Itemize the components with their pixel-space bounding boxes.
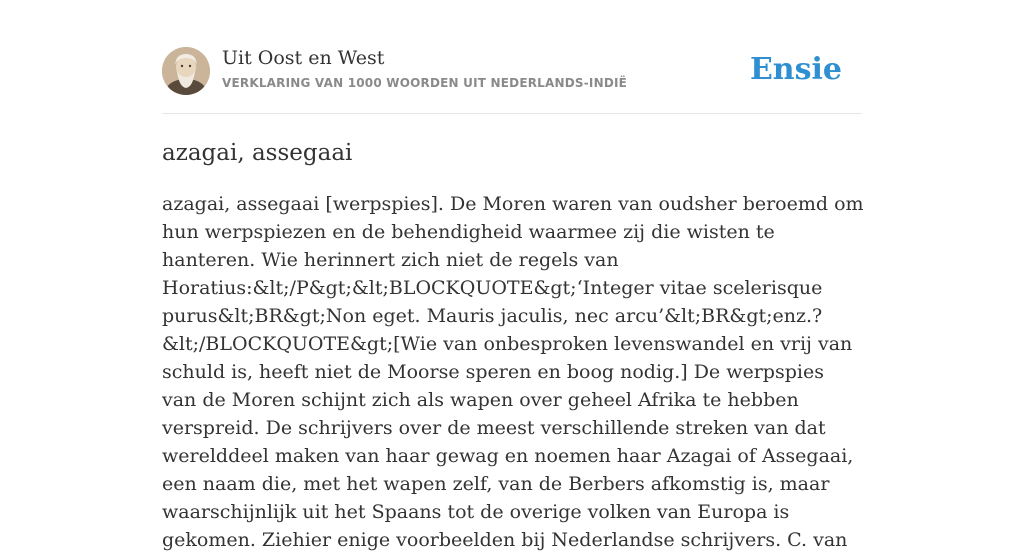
site-subtitle: VERKLARING VAN 1000 WOORDEN UIT NEDERLANDS-INDIË: [222, 76, 628, 90]
ensie-logo[interactable]: Ensie: [749, 52, 842, 87]
entry-title: azagai, assegaai: [162, 140, 353, 166]
portrait-avatar-icon[interactable]: [162, 47, 210, 95]
site-title[interactable]: Uit Oost en West: [222, 47, 385, 69]
portrait-icon: [162, 47, 210, 95]
header-divider: [162, 113, 862, 114]
site-header: [162, 46, 862, 96]
entry-body: azagai, assegaai [werpspies]. De Moren waren van oudsher beroemd om hun werpspiezen en de behendigheid waarmee zij die wisten te hanteren. Wie herinnert zich niet de regels van Horatius:&lt;/P&gt;&lt;BLOCKQUOTE&gt;‘Integer vitae scelerisque purus&lt;BR&gt;Non eget. Mauris jaculis, nec arcu’&lt;BR&gt;enz.? &lt;/BLOCKQUOTE&gt;[Wie van onbesproken levenswandel en vrij van schuld is, heeft niet de Moorse speren en boog nodig.] De werpspies van de Moren schijnt zich als wapen over geheel Afrika te hebben verspreid. De schrijvers over de meest verschillende streken van dat werelddeel maken van haar gewag en noemen haar Azagai of Assegaai, een naam die, met het wapen zelf, van de Berbers afkomstig is, maar waarschijnlijk uit het Spaans tot de overige volken van Europa is gekomen. Ziehier enige voorbeelden bij Nederlandse schrijvers. C. van: [162, 193, 864, 551]
